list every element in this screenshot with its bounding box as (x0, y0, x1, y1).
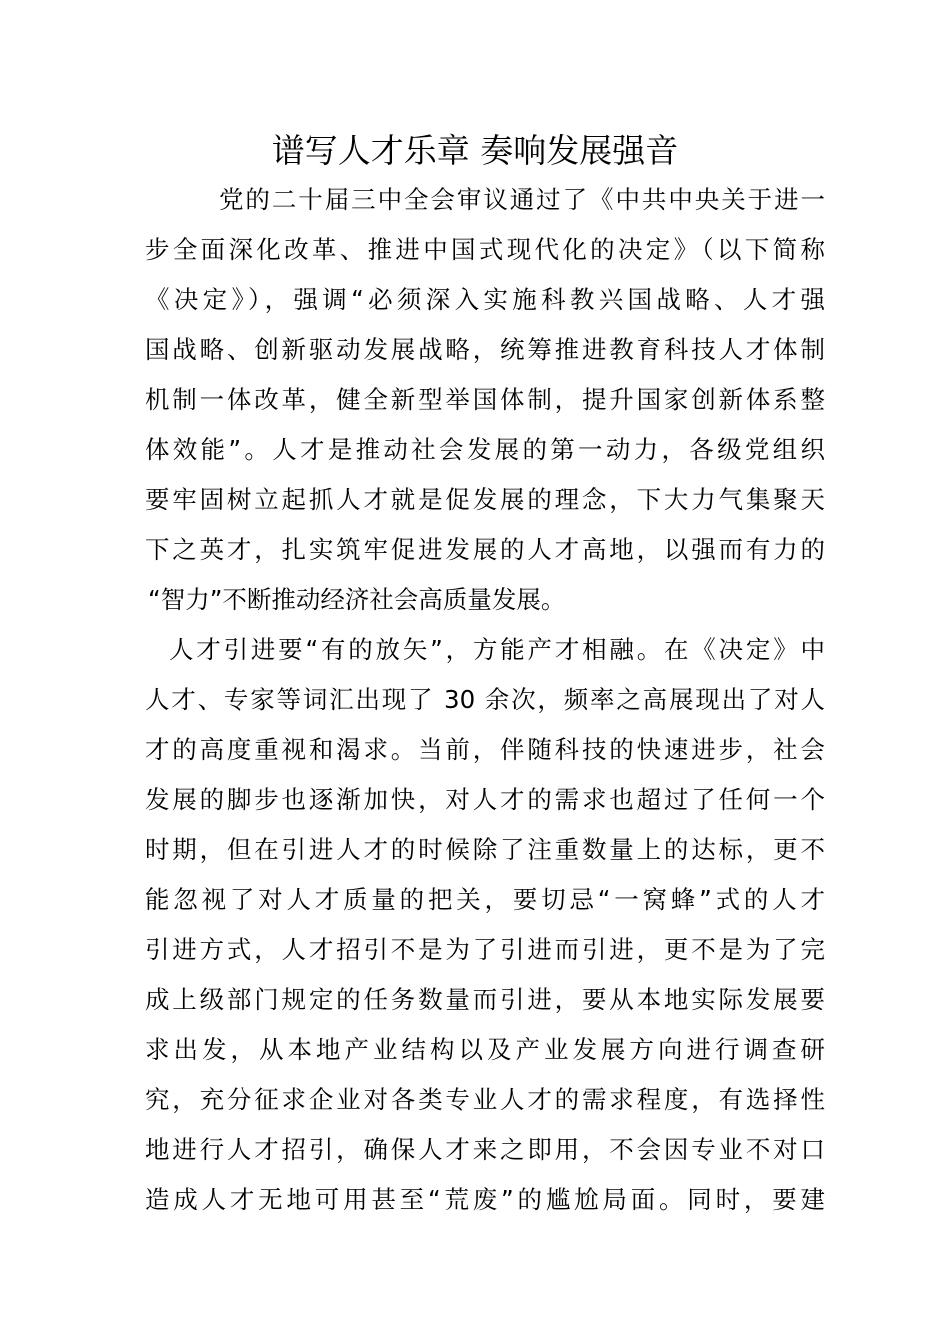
paragraph-2-line-4: 发展的脚步也逐渐加快，对人才的需求也超过了任何一个 (145, 785, 825, 814)
paragraph-2-line-9: 求出发，从本地产业结构以及产业发展方向进行调查研 (145, 1035, 825, 1064)
paragraph-2-line-1: 人才引进要“有的放矢”，方能产才相融。在《决定》中 (169, 635, 825, 664)
paragraph-1-line-6: 体效能”。人才是推动社会发展的第一动力，各级党组织 (145, 435, 825, 464)
paragraph-2-line-11: 地进行人才招引，确保人才来之即用，不会因专业不对口 (145, 1135, 825, 1164)
paragraph-1-line-8: 下之英才，扎实筑牢促进发展的人才高地，以强而有力的 (145, 535, 825, 564)
paragraph-1-line-9: “智力”不断推动经济社会高质量发展。 (148, 585, 566, 614)
paragraph-1-line-7: 要牢固树立起抓人才就是促发展的理念，下大力气集聚天 (145, 485, 825, 514)
paragraph-2-line-3: 才的高度重视和渴求。当前，伴随科技的快速进步，社会 (145, 735, 825, 764)
paragraph-1-line-1: 党的二十届三中全会审议通过了《中共中央关于进一 (219, 185, 825, 214)
paragraph-2-line-12: 造成人才无地可用甚至“荒废”的尴尬局面。同时，要建 (145, 1185, 825, 1214)
paragraph-2-line-8: 成上级部门规定的任务数量而引进，要从本地实际发展要 (145, 985, 825, 1014)
paragraph-2-line-10: 究，充分征求企业对各类专业人才的需求程度，有选择性 (145, 1085, 825, 1114)
paragraph-1-line-5: 机制一体改革，健全新型举国体制，提升国家创新体系整 (145, 385, 825, 414)
paragraph-2-line-5: 时期，但在引进人才的时候除了注重数量上的达标，更不 (145, 835, 825, 864)
paragraph-2-line-6: 能忽视了对人才质量的把关，要切忌“一窝蜂”式的人才 (145, 885, 825, 914)
paragraph-1-line-3: 《决定》），强调“必须深入实施科教兴国战略、人才强 (145, 285, 825, 314)
paragraph-2-line-7: 引进方式，人才招引不是为了引进而引进，更不是为了完 (145, 935, 825, 964)
paragraph-2-line-2: 人才、专家等词汇出现了 30 余次，频率之高展现出了对人 (145, 685, 825, 714)
document-title: 谱写人才乐章 奏响发展强音 (271, 131, 679, 170)
paragraph-1-line-4: 国战略、创新驱动发展战略，统筹推进教育科技人才体制 (145, 335, 825, 364)
paragraph-1-line-2: 步全面深化改革、推进中国式现代化的决定》（以下简称 (145, 235, 825, 264)
